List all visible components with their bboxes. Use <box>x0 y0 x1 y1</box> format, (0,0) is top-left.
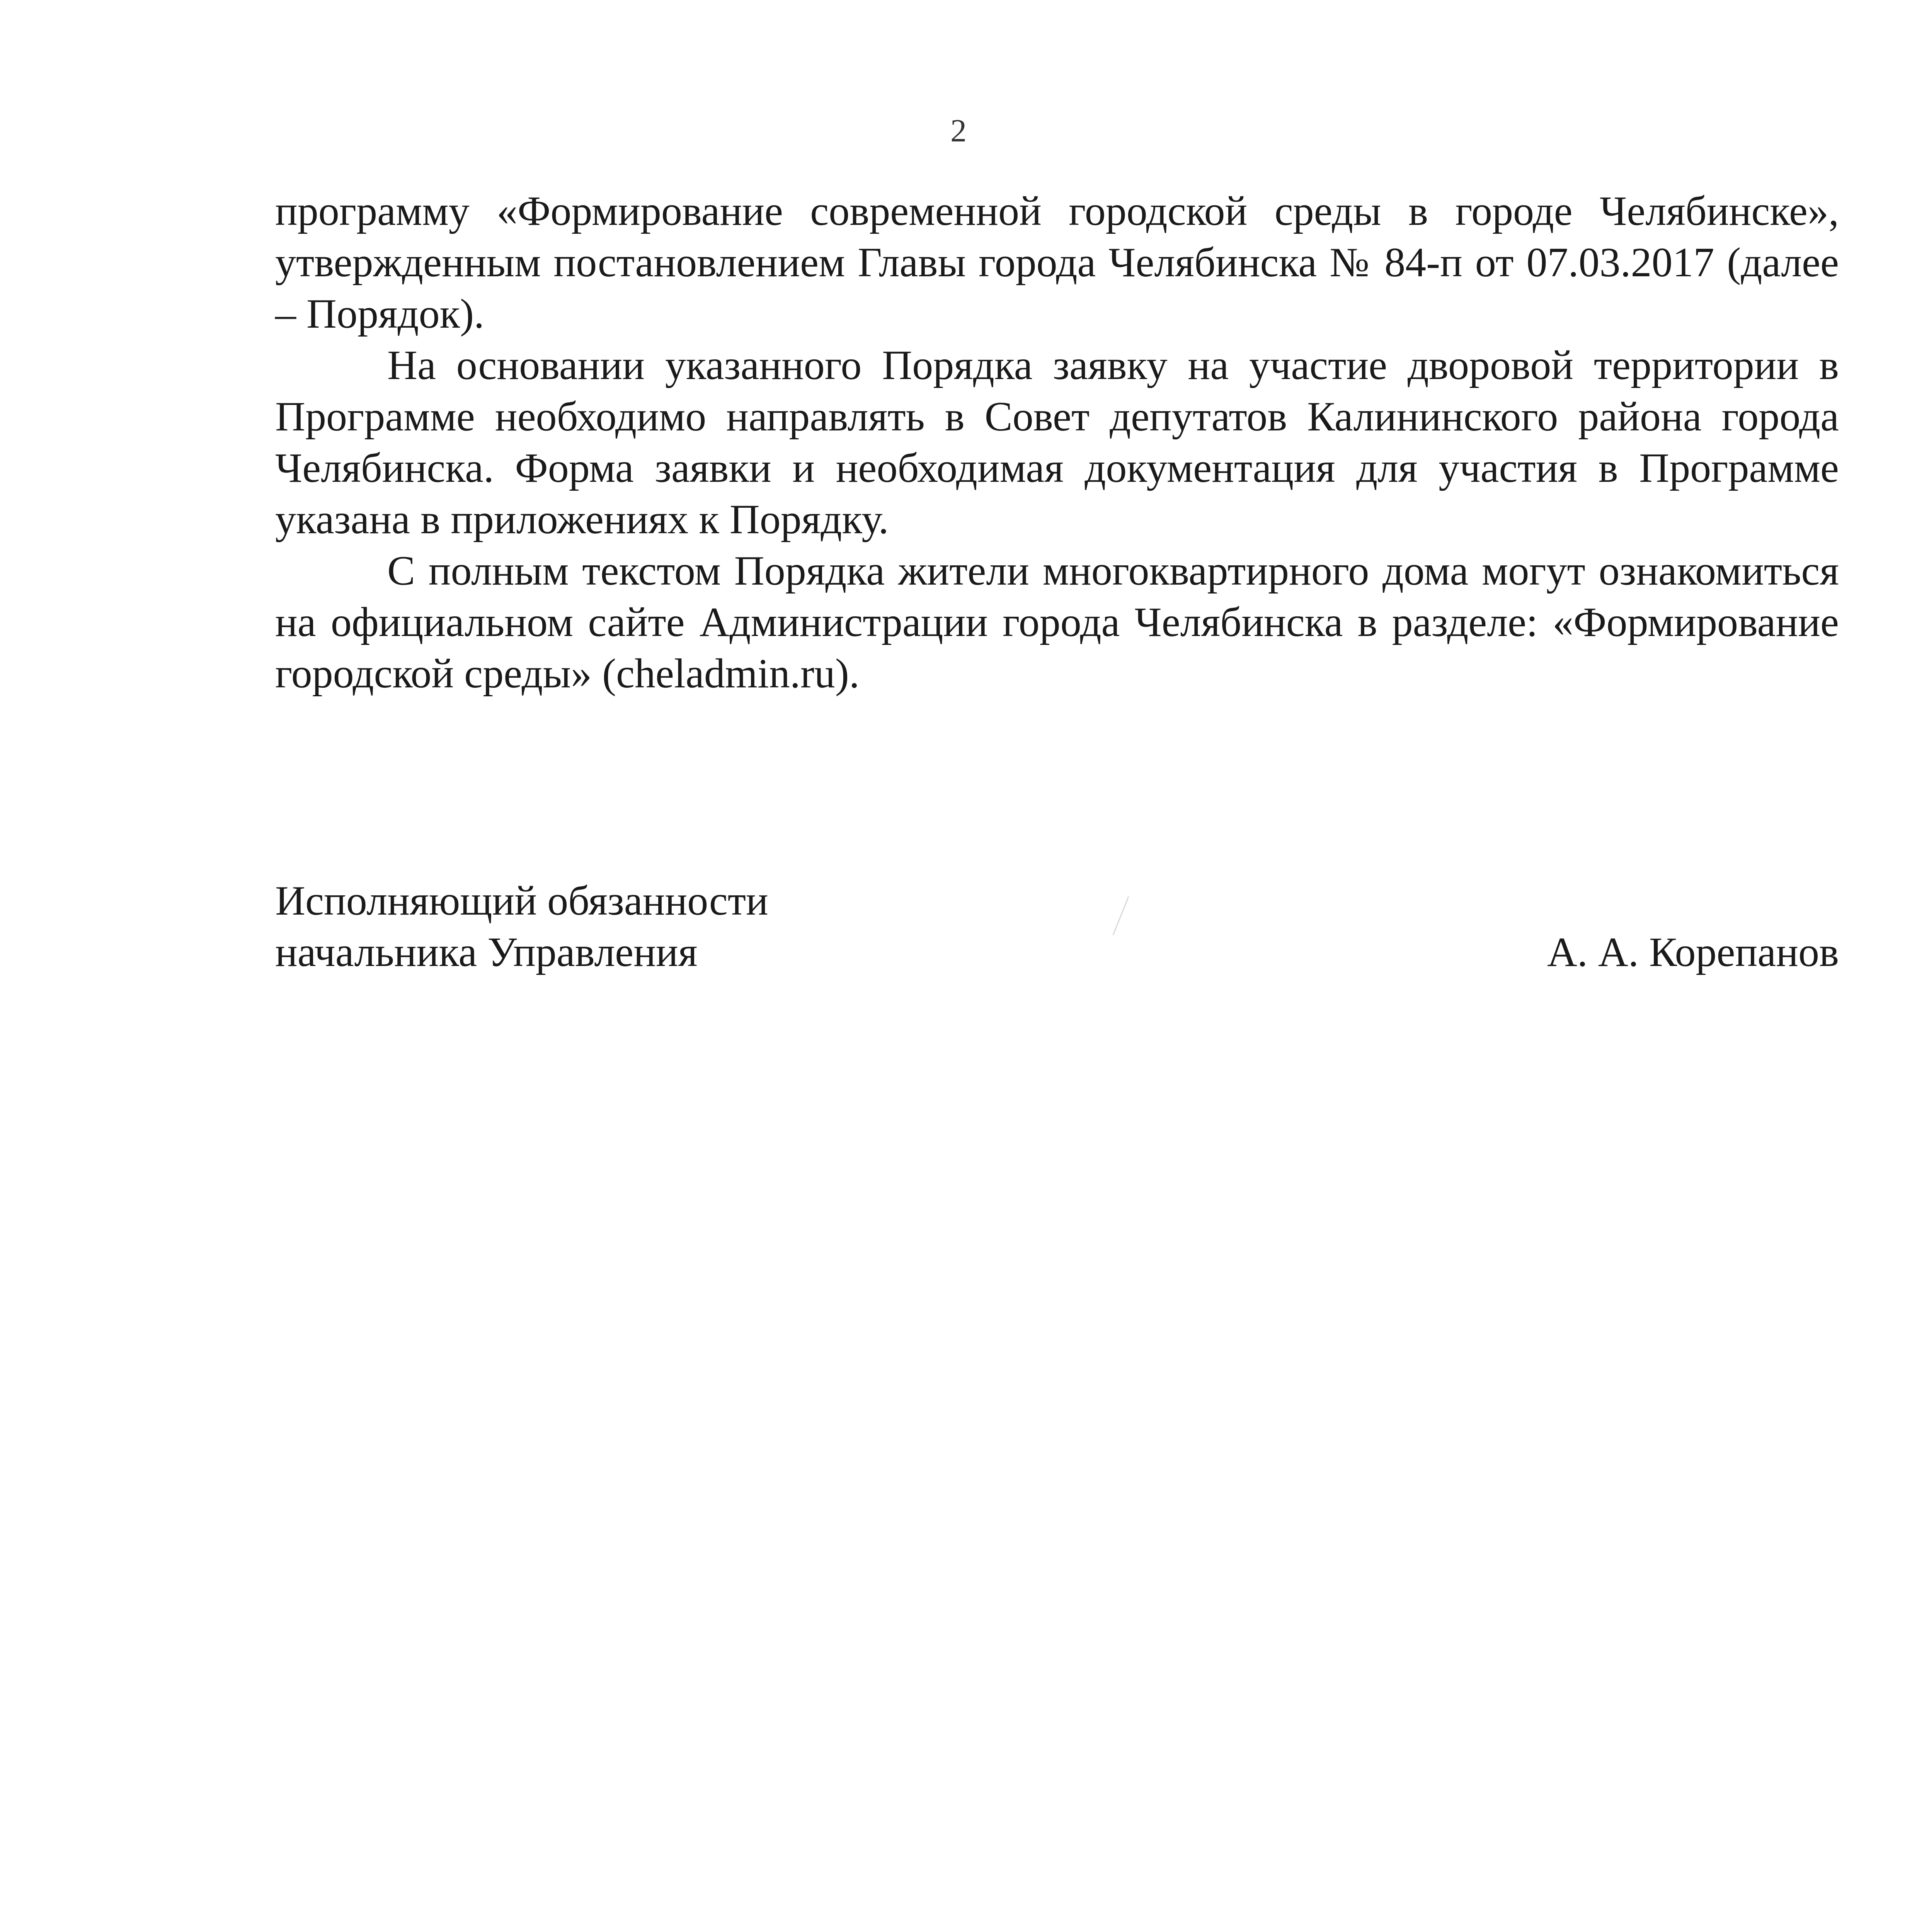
signer-position-line1: Исполняющий обязанности <box>275 878 768 924</box>
signer-position-line2: начальника Управления <box>275 929 698 975</box>
signer-name: А. А. Корепанов <box>1547 929 1839 975</box>
page-number: 2 <box>950 113 967 149</box>
letter-body <box>275 185 1839 699</box>
signer-position <box>275 875 768 978</box>
paragraph-application: На основании указанного Порядка заявку на участие дворовой территории в Программе необходимо направлять в Совет депутатов Калининского района города Челябинска. Форма заявки и необходимая документация для участия в Программе указана в приложениях к Порядку. <box>275 342 1839 543</box>
signature-block <box>275 875 1839 978</box>
signature-stroke-mark <box>1109 893 1132 939</box>
paragraph-full-text: С полным текстом Порядка жители многоквартирного дома могут ознакомиться на официальном сайте Администрации города Челябинска в разделе: «Формирование городской среды» (cheladmin.ru). <box>275 548 1839 697</box>
paragraph-continuation: программу «Формирование современной городской среды в городе Челябинске», утвержденным постановлением Главы города Челябинска № 84-п от 07.03.2017 (далее – Порядок). <box>275 188 1839 337</box>
